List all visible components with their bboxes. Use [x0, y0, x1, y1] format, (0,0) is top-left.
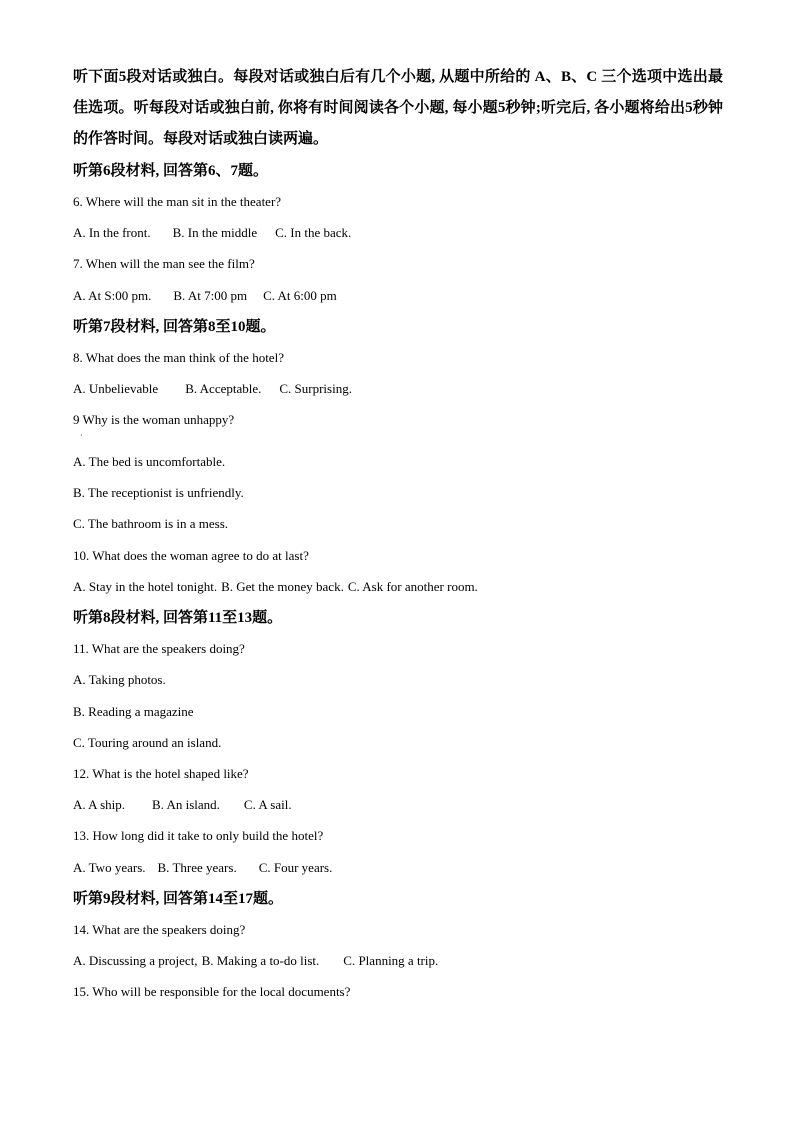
question-13-options [73, 860, 332, 876]
question-12-option-a: A. A ship. [73, 797, 126, 812]
question-9-option-a: A. The bed is uncomfortable. [73, 454, 226, 469]
question-13-option-c: C. Four years. [258, 860, 333, 875]
question-13-option-a: A. Two years. [73, 860, 146, 875]
question-11-option-c: C. Touring around an island. [73, 735, 222, 750]
question-8-stem: 8. What does the man think of the hotel? [73, 350, 284, 365]
question-11-stem: 11. What are the speakers doing? [73, 641, 245, 656]
question-6-option-c: C. In the back. [275, 225, 352, 240]
section-heading-7: 听第7段材料, 回答第8至10题。 [73, 319, 276, 335]
question-7-options [73, 288, 337, 304]
question-13-stem: 13. How long did it take to only build the hotel? [73, 828, 324, 843]
question-12-options [73, 797, 292, 813]
section-heading-6: 听第6段材料, 回答第6、7题。 [73, 163, 269, 179]
question-12-stem: 12. What is the hotel shaped like? [73, 766, 249, 781]
question-10-option-b: B. Get the money back. [221, 579, 344, 594]
question-14-options [73, 953, 438, 969]
question-10-stem: 10. What does the woman agree to do at last? [73, 548, 309, 563]
listening-instructions: 听下面5段对话或独白。每段对话或独白后有几个小题, 从题中所给的 A、B、C 三个选项中选出最佳选项。听每段对话或独白前, 你将有时间阅读各个小题, 每小题5秒钟;听完后, 各小题将给出5秒钟的作答时间。每段对话或独白读两遍。 [73, 69, 723, 147]
section-heading-9: 听第9段材料, 回答第14至17题。 [73, 891, 284, 907]
question-10-option-a: A. Stay in the hotel tonight. [73, 579, 218, 594]
question-14-option-a: A. Discussing a project, [73, 953, 198, 968]
question-7-option-c: C. At 6:00 pm [263, 288, 337, 303]
question-11-option-b: B. Reading a magazine [73, 704, 194, 719]
question-12-option-b: B. An island. [152, 797, 220, 812]
question-9-stem: 9 Why is the woman unhappy? [73, 412, 235, 427]
question-10-options [73, 579, 478, 595]
question-11-option-a: A. Taking photos. [73, 672, 166, 687]
question-8-option-c: C. Surprising. [279, 381, 352, 396]
question-7-option-a: A. At S:00 pm. [73, 288, 152, 303]
question-7-option-b: B. At 7:00 pm [173, 288, 248, 303]
stray-dot: · [80, 431, 83, 440]
question-8-options [73, 381, 352, 397]
question-9-option-b: B. The receptionist is unfriendly. [73, 485, 244, 500]
question-14-option-b: B. Making a to-do list. [201, 953, 320, 968]
question-6-option-a: A. In the front. [73, 225, 151, 240]
question-14-option-c: C. Planning a trip. [343, 953, 439, 968]
question-8-option-b: B. Acceptable. [185, 381, 262, 396]
question-6-stem: 6. Where will the man sit in the theater? [73, 194, 282, 209]
question-6-option-b: B. In the middle [172, 225, 258, 240]
question-14-stem: 14. What are the speakers doing? [73, 922, 246, 937]
question-10-option-c: C. Ask for another room. [347, 579, 478, 594]
question-9-option-c: C. The bathroom is in a mess. [73, 516, 229, 531]
question-6-options [73, 225, 351, 241]
section-heading-8: 听第8段材料, 回答第11至13题。 [73, 610, 283, 626]
question-13-option-b: B. Three years. [157, 860, 237, 875]
question-8-option-a: A. Unbelievable [73, 381, 159, 396]
question-12-option-c: C. A sail. [243, 797, 292, 812]
question-15-stem: 15. Who will be responsible for the local documents? [73, 984, 351, 999]
question-7-stem: 7. When will the man see the film? [73, 256, 255, 271]
